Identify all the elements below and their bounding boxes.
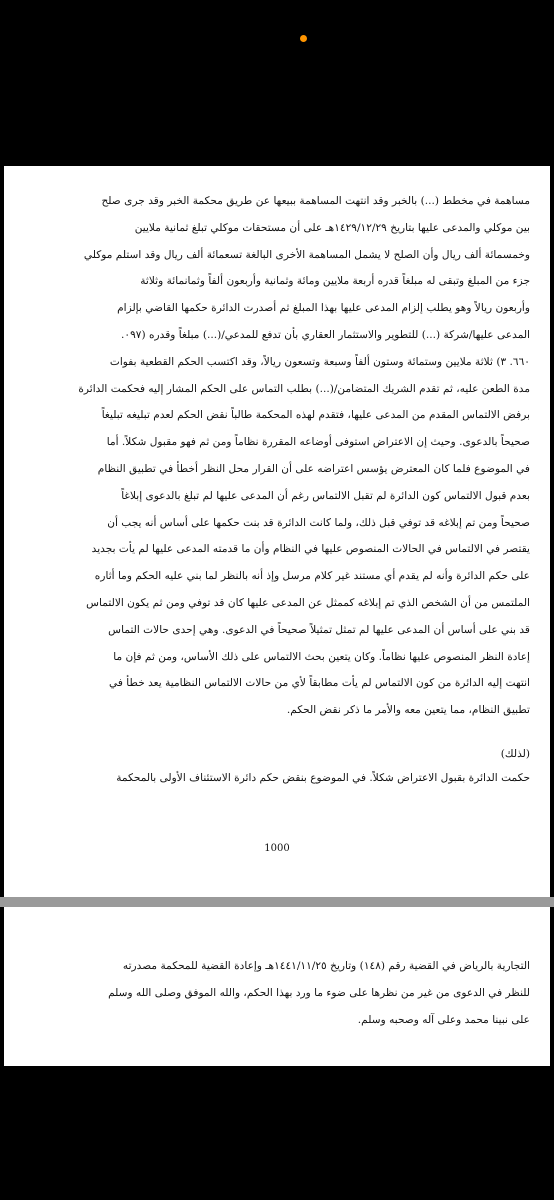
text-line: ٦٦٠. ٣) ثلاثة ملايين وستمائة وستون ألفاً وسبعة وتسعون ريالاً، وقد اكتسب الحكم القطعية بفوات	[109, 355, 530, 368]
text-line: جزء من المبلغ وتبقى له مبلغاً قدره أربعة ملايين ومائة وثمانية وأربعون ألفاً وثمانمائة وثلاثة	[140, 275, 530, 288]
text-line: وأربعون ريالاً وهو يطلب إلزام المدعى عليها بهذا المبلغ ثم أصدرت الدائرة حكمها القاضي بإلزام	[117, 302, 530, 315]
text-line: التجارية بالرياض في القضية رقم (١٤٨) وتاريخ ١٤٤١/١١/٢٥هـ وإعادة القضية للمحكمة مصدرته	[122, 960, 530, 972]
page-number: 1000	[264, 843, 290, 854]
judgment-body-text	[24, 188, 530, 724]
text-line: مساهمة في مخطط (...) بالخبر وقد انتهت المساهمة ببيعها عن طريق محكمة الخبر وقد جرى صلح	[101, 195, 530, 207]
text-line: الملتمس من أن الشخص الذي تم إبلاغه كممثل عن المدعى عليها كان قد توفي ومن ثم يكون الالتماس	[86, 596, 530, 609]
decision-text: حكمت الدائرة بقبول الاعتراض شكلاً. في الموضوع بنقض حكم دائرة الاستئناف الأولى بالمحكمة	[116, 771, 530, 784]
text-line: انتهت إليه الدائرة من كون الالتماس لم يأت مطابقاً لأي من حالات الالتماس النظامية يعد خطأ في	[109, 677, 530, 690]
text-line: تطبيق النظام، مما يتعين معه والأمر ما ذكر نقض الحكم.	[286, 704, 530, 717]
text-line: للنظر في الدعوى من غير من نظرها على ضوء ما ورد بهذا الحكم، والله الموفق وصلى الله وسلم	[108, 986, 530, 999]
text-line: في الموضوع فلما كان المعترض يؤسس اعتراضه على أن القرار محل النظر أخطأ في تطبيق النظام	[97, 462, 530, 475]
status-indicator-dot	[300, 35, 307, 42]
text-line: المدعى عليها/شركة (...) للتطوير والاستثمار العقاري بأن تدفع للمدعي/(...) مبلغاً وقدره (٠٩٧.	[121, 328, 530, 341]
text-line: قد بني على أساس أن المدعى عليها لم تمثل تمثيلاً صحيحاً في الدعوى. وهي إحدى حالات التماس	[108, 623, 530, 636]
text-line: وخمسمائة ألف ريال وأن الصلح لا يشمل المساهمة الأخرى البالغة تسعمائة ألف ريال وقد استلم موكلي	[83, 248, 530, 261]
page-divider	[0, 897, 554, 907]
text-line: على حكم الدائرة وأنه لم يقدم أي مستند غير كلام مرسل وإذ أنه بالنظر لما بني عليه الحكم وما أثاره	[94, 570, 530, 583]
text-line: يقتصر في الالتماس في الحالات المنصوص عليها في النظام وأن ما قدمته المدعى عليها لم يأت بجديد	[91, 543, 530, 556]
text-line: بعدم قبول الالتماس كون الدائرة لم تقبل الالتماس رغم أن المدعى عليها لم تبلغ بالدعوى إبلاغاً	[121, 489, 530, 502]
text-line: برفض الالتماس المقدم من المدعى عليها، فتقدم لهذه المحكمة طالباً نقض الحكم لعدم تبليغه تبليغاً	[101, 409, 530, 422]
judgment-continuation-text	[24, 953, 530, 1033]
document-page-1000	[4, 166, 550, 897]
text-line: بين موكلي والمدعى عليها بتاريخ ١٤٢٩/١٢/٢٩هـ على أن مستحقات موكلي تبلغ ثمانية ملايين	[134, 221, 530, 234]
text-line: صحيحاً ومن تم إبلاغه قد توفي قبل ذلك، ولما كانت الدائرة قد بنت حكمها على أساس أنه يجب أن	[107, 516, 530, 529]
text-line: مدة الطعن عليه، ثم تقدم الشريك المتضامن/(...) بطلب التماس على الحكم المشار إليه فحكمت الدائرة	[78, 382, 530, 395]
text-line: على نبينا محمد وعلى آله وصحبه وسلم.	[357, 1013, 530, 1026]
text-line: صحيحاً بالدعوى. وحيث إن الاعتراض استوفى أوضاعه المقررة نظاماً ومن ثم فهو مقبول شكلاً. أما	[106, 436, 530, 449]
document-page-next	[4, 907, 550, 1066]
decision-heading: (لذلك)	[500, 747, 530, 760]
text-line: إعادة النظر المنصوص عليها نظاماً. وكان يتعين بحث الالتماس على ذلك الأساس، ومن ثم فإن ما	[113, 650, 530, 663]
